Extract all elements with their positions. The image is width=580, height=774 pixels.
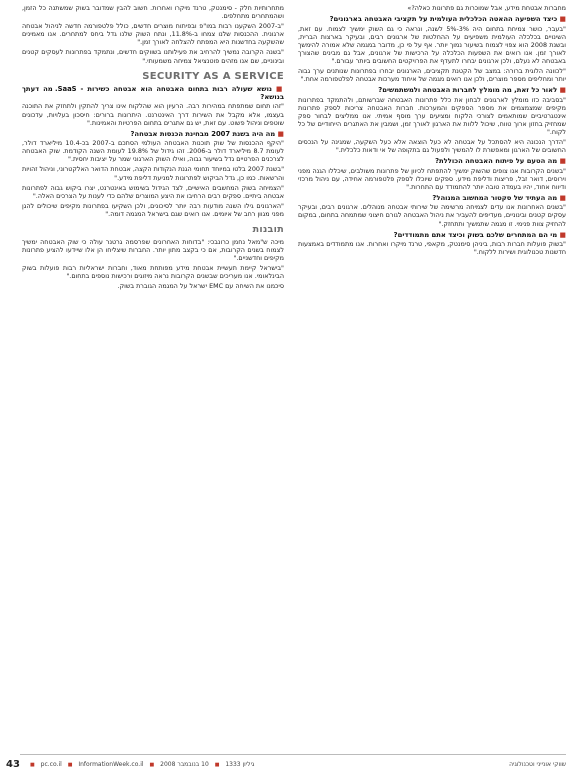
paragraph: "בסביבה כזו מומלץ לארגונים לבחון את כלל פתרונות האבטחה שברשותם, ולהתמקד בפתרונות מקיפים שמצמצמים את מספר הספקים והמערכות. חברות האבטחה צריכות לספק פתרונות אינטגרטיביים שמותאמים לצורכי הלקוח ומציעים ערך מוסף אמיתי. אנו ממליצים לבחור ספק שמחזיק בחזון ארוך טווח, שיכול ללוות את הארגון לאורך זמן, ושמבין את האתגרים הייחודיים של כל לקוח.": [298, 95, 566, 136]
footer-site-2: InformationWeek.co.il: [78, 761, 144, 768]
paragraph: "הדרך הנכונה היא להסתכל על אבטחה לא כעל הוצאה אלא כעל השקעה, שמגינה על הנכסים החשובים של הארגון ומאפשרת לו להמשיך ולפעול גם בתקופה של אי ודאות כלכלית.": [298, 138, 566, 155]
bullet-icon: ■: [272, 84, 284, 93]
question-text: מה העתיד של סקטור המחשוב המנוהל?: [432, 193, 558, 202]
question-heading: [298, 194, 566, 202]
paragraph: "בשנים האחרונות אנו עדים לצמיחה מרשימה של שירותי אבטחה מנוהלים. ארגונים רבים, ובעיקר עסקים קטנים ובינוניים, מעדיפים להעביר את ניהול האבטחה לגורם חיצוני שמתמחה בתחום, במקום להחזיק צוות פנימי. זו מגמה שתמשיך ותתחזק.": [298, 203, 566, 228]
footer-section: שווקי אונייני וטכנולוגיה: [509, 761, 566, 768]
question-text: מי הם המתחרים שלכם בשוק וכיצד אתם מתמודדים?: [393, 230, 558, 239]
question-heading: [298, 157, 566, 165]
question-text: נושא שעולה רבות בתחום האבטחה הוא אבטחה כשירות - SaaS. מה דעתך בנושא?: [22, 84, 284, 102]
footer-site: pc.co.il: [40, 761, 62, 768]
paragraph: "בשוק פועלות חברות רבות, ביניהן סימנטק, מקאפי, טרנד מיקרו ואחרות. אנו מתמודדים באמצעות חדשנות טכנולוגית ושירות ללקוח.": [298, 240, 566, 257]
square-icon: ■: [149, 762, 155, 768]
paragraph: "בישראל קיימת תעשיית אבטחת מידע מפותחת מאוד, וחברות ישראליות רבות פועלות בשוק הבינלאומי. אנו מעריכים שבשנים הקרובות נראה מיזוגים ורכישות נוספים בתחום.": [22, 264, 284, 281]
question-text: מה הטעם על פיתוח האבטחה הכוללת?: [435, 157, 558, 166]
square-icon: ■: [67, 762, 73, 768]
question-heading: [298, 231, 566, 239]
square-icon: ■: [30, 762, 35, 768]
page-footer: [0, 754, 580, 774]
paragraph: "זהו תחום שמתפתח במהירות רבה. הרעיון הוא שהלקוח אינו צריך להתקין ולתחזק את התוכנה בעצמו, אלא מקבל את השירות דרך האינטרנט. היתרונות ברורים: חיסכון בעלויות, עדכונים שוטפים וניהול פשוט. עם זאת, יש גם אתגרים בתחום הפרטיות והאמינות.": [22, 102, 284, 127]
square-icon: ■: [214, 762, 220, 768]
question-text: לאור כל זאת, מה מומלץ לחברות האבטחה ולמשתמשים?: [378, 86, 558, 95]
footer-info: [28, 761, 256, 768]
footer-date: 10 בנובמבר 2008: [160, 761, 209, 768]
question-heading: [22, 130, 284, 138]
paragraph: "הצמיחה בשוק המחשבים האישיים, לצד הגידול בשימוש באינטרנט, יצרו ביקוש גבוה לפתרונות אבטחה ביתיים. ספקים רבים הרחיבו את היצע המוצרים שלהם כדי לענות על הצרכים האלה.": [22, 183, 284, 200]
question-heading: [22, 85, 284, 102]
bullet-icon: ■: [557, 230, 566, 239]
question-text: כיצד השפיעה ההאטה הכלכלית העולמית על תקציבי האבטחה בארגונים?: [329, 15, 558, 24]
paragraph: "בשנה הקרובה נמשיך להרחיב את פעילותנו בשווקים חדשים, ונתמקד בפתרונות לעסקים קטנים ובינוניים, שם אנו מזהים פוטנציאל צמיחה משמעותי.": [22, 48, 284, 65]
paragraph: "לכוונה הלוגית ברורה: במצב של הקטנת תקציבים, הארגונים יבחרו בפתרונות שנותנים ערך גבוה יותר ומחליפים מספר מוצרים, ולכן אנו רואים מגמה של איחוד מערכות אבטחה לפלטפורמה אחת.": [298, 66, 566, 84]
bullet-icon: ■: [275, 129, 284, 138]
bullet-icon: ■: [557, 15, 566, 24]
question-heading: [298, 15, 566, 23]
paragraph: מחברות אבטחת מידע, אבל שמוכרות גם פתרונות כאלה?»: [407, 4, 566, 12]
bullet-icon: ■: [557, 193, 566, 202]
paragraph: "בשנת 2007 בלטו במיוחד תחומי הגנת הנקודות הקצה, אבטחת הדואר האלקטרוני, וניהול זהויות והרשאות. כמו כן, גדל הביקוש לפתרונות למניעת דליפת מידע.": [22, 165, 285, 182]
paragraph: מתחרותיות חלק - סימנטק, טרנד מיקרו ואחרות. חשוב להבין שמדובר בשוק שמשתנה כל הזמן, ושהמתחרים מתחלפים.: [22, 4, 284, 21]
bullet-icon: ■: [557, 86, 566, 95]
paragraph: סיכמנו את השיחה עם EMC ישראל על המגמה הגוברת בשוק.: [117, 282, 284, 291]
paragraph: "היקף ההכנסות של שוק תוכנות האבטחה העולמי הסתכם ב-2007 בכ-10.4 מיליארד דולר, לעומת 8.7 מיליארד דולר ב-2006. זהו גידול של 19.8% לעומת השנה הקודמת. שוק האבטחה לצרכנים הפרטיים גדל בשיעור גבוה, ואילו השוק הארגוני שמר על יציבות יחסית.": [22, 139, 284, 164]
section-heading: SECURITY AS A SERVICE: [142, 70, 284, 82]
bullet-icon: ■: [557, 157, 566, 166]
footer-divider: [20, 754, 566, 755]
page-number: 43: [6, 759, 20, 770]
paragraph: "הארגונים גילו השנה מודעות רבה יותר לסיכונים, ולכן השקיעו בפתרונות מקיפים שיכולים להגן מפני מגוון רחב של איומים. אנו רואים שגם בישראל המגמה דומה.": [22, 201, 284, 218]
paragraph: מיכה ש"מאל נחמן כרונבכי: "בדוחות האחרונים שפרסמה גרטנר עולה כי שוק האבטחה ימשיך לצמוח בשנים הקרובות, אם כי בקצב מתון יותר. החברות שיצליחו הן אלו שיידעו להציע פתרונות מקיפים וחדשניים.": [22, 238, 284, 263]
footer-issue: גיליון 1333: [225, 761, 255, 768]
paragraph: "בעבר, כושר צמיחת בתחום היה 3%-5% לשנה, ונראה כי גם השוק ימשיך לצמוח. עם זאת, השינויים בכלכלה העולמית משפיעים על ההחלטות של ארגונים רבים, ובעיקר בארצות הברית, ובשנת 2008 הוא צפוי לצמוח בשיעור נמוך יותר. אף על פי כן, מדובר במגמה שלא אמורה להימשך לאורך זמן. אנו רואים את השפעות הכלכלה על הרכישות של ארגונים, אבל גם מבינים שהצורך באבטחה לא נעלם, ולכן ארגונים יבחרו לתעדף את הפרויקטים החשובים ביותר עבורם.": [298, 24, 566, 65]
question-text: מה היה בשנת 2007 מבחינת הכנסות אבטחה?: [130, 129, 276, 138]
paragraph: "בשנים הקרובות אנו צופים שהשוק ימשיך להתפתח לכיוון של פתרונות משולבים, שיכללו הגנה מפני וירוסים, דואר זבל, פריצות ודליפת מידע. ספקים שיוכלו לספק פלטפורמה אחידה, עם ניהול מרכזי ודיווח אחוד, יהיו בעמדה טובה יותר להתמודד עם התחרות.": [298, 166, 566, 191]
article-column-left: [22, 4, 284, 293]
article-column-right: [298, 4, 566, 258]
paragraph: "ב-2007 השקענו רבות במו"פ ובפיתוח מוצרים חדשים, כולל פלטפורמה חדשה לניהול אבטחה ארגונית. ההכנסות שלנו צמחו ב-11.8%, ונתח השוק שלנו גדל ביחס למתחרים. אנו מאמינים שהשקעה בחדשנות היא המפתח להצלחה לאורך זמן.": [22, 22, 285, 47]
section-heading: תובנות: [252, 224, 284, 235]
question-heading: [298, 86, 566, 94]
